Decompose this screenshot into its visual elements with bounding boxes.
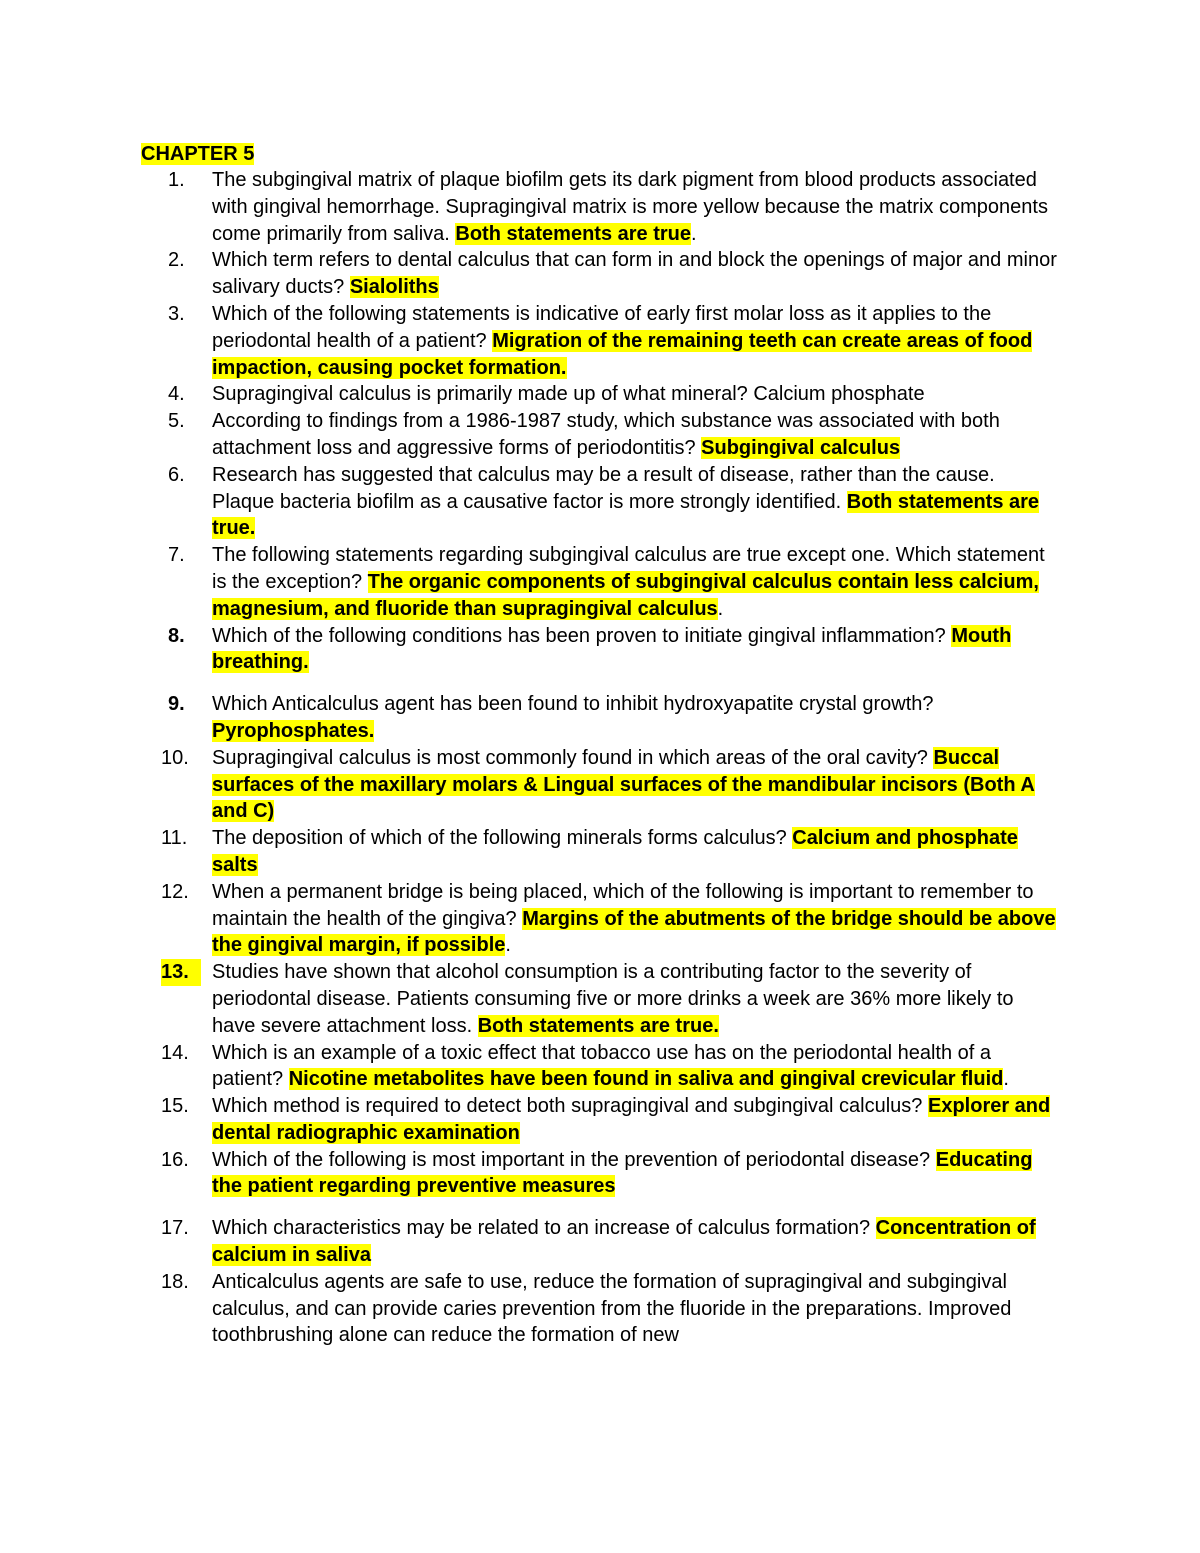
- question-number: 6.: [168, 463, 185, 486]
- question-item: [0, 301, 1062, 381]
- question-number: 9.: [168, 693, 185, 716]
- answer-highlight: Migration of the remaining teeth can create areas of food impaction, causing pocket formation.: [212, 329, 1033, 379]
- question-text: Supragingival calculus is primarily made up of what mineral? Calcium phosphate: [212, 383, 925, 406]
- question-text: The deposition of which of the following minerals forms calculus?: [212, 827, 793, 850]
- answer-highlight: Concentration of calcium in saliva: [212, 1217, 1036, 1267]
- question-item: [0, 542, 1062, 622]
- question-text: Supragingival calculus is most commonly found in which areas of the oral cavity?: [212, 746, 934, 769]
- question-text: The subgingival matrix of plaque biofilm gets its dark pigment from blood products associated with gingival hemorrhage. Supragingival matrix is more yellow because the matrix components come primarily from saliva.: [212, 169, 1048, 245]
- question-number: 10.: [161, 746, 189, 769]
- question-number: 8.: [168, 624, 185, 647]
- question-number: 16.: [161, 1148, 189, 1171]
- question-item: [0, 1215, 1062, 1269]
- question-text: Which characteristics may be related to an increase of calculus formation?: [212, 1217, 876, 1240]
- question-number: 18.: [161, 1270, 189, 1293]
- answer-suffix: .: [717, 597, 724, 620]
- question-item: [0, 167, 1062, 247]
- question-item: [0, 745, 1062, 825]
- answer-highlight: Mouth breathing.: [212, 624, 1012, 674]
- question-item: [0, 1093, 1062, 1147]
- question-number: 12.: [161, 880, 189, 903]
- question-number: 3.: [168, 302, 185, 325]
- question-item: [0, 959, 1062, 1039]
- question-text: When a permanent bridge is being placed, which of the following is important to remember to maintain the health of the gingiva?: [212, 880, 1034, 930]
- answer-highlight: Buccal surfaces of the maxillary molars & Lingual surfaces of the mandibular incisors (Both A and C): [212, 746, 1035, 823]
- question-text: Which Anticalculus agent has been found to inhibit hydroxyapatite crystal growth?: [212, 693, 934, 716]
- question-item: [0, 1269, 1062, 1349]
- answer-highlight: Explorer and dental radiographic examination: [212, 1095, 1051, 1144]
- question-number: 17.: [161, 1217, 189, 1240]
- question-number: 1.: [168, 169, 185, 191]
- answer-highlight: Subgingival calculus: [701, 436, 901, 459]
- question-text: Which method is required to detect both supragingival and subgingival calculus?: [212, 1095, 928, 1118]
- answer-highlight: Calcium and phosphate salts: [212, 827, 1018, 876]
- question-number: 13.: [161, 959, 201, 986]
- question-list: [0, 167, 1200, 1349]
- question-item: [0, 825, 1062, 879]
- answer-highlight: The organic components of subgingival calculus contain less calcium, magnesium, and fluoride than supragingival calculus: [212, 570, 1039, 620]
- question-number: 15.: [161, 1095, 189, 1118]
- question-text: Which of the following conditions has been proven to initiate gingival inflammation?: [212, 624, 952, 647]
- question-item: [0, 691, 1062, 745]
- answer-highlight: Both statements are true.: [212, 490, 1040, 540]
- question-text: Which of the following statements is indicative of early first molar loss as it applies to the periodontal health of a patient?: [212, 302, 992, 352]
- answer-highlight: Pyrophosphates.: [212, 719, 375, 742]
- answer-suffix: .: [1003, 1068, 1009, 1091]
- question-item: [0, 247, 1062, 301]
- question-text: Research has suggested that calculus may be a result of disease, rather than the cause. Plaque bacteria biofilm as a causative factor is more strongly identified.: [212, 463, 995, 513]
- question-text: Which of the following is most important in the prevention of periodontal disease?: [212, 1148, 936, 1171]
- question-text: Anticalculus agents are safe to use, reduce the formation of supragingival and subgingival calculus, and can provide caries prevention from the fluoride in the preparations. Improved toothbrushing alone can reduce the formation of new: [212, 1270, 1012, 1347]
- question-item: [0, 879, 1062, 959]
- question-text: According to findings from a 1986-1987 study, which substance was associated with both attachment loss and aggressive forms of periodontitis?: [212, 410, 1000, 459]
- question-item: [0, 1040, 1062, 1094]
- question-number: 14.: [161, 1041, 189, 1064]
- question-text: Studies have shown that alcohol consumption is a contributing factor to the severity of periodontal disease. Patients consuming five or more drinks a week are 36% more likely to have severe attachment loss.: [212, 961, 1014, 1037]
- question-number: 11.: [161, 827, 188, 850]
- answer-highlight: Educating the patient regarding preventive measures: [212, 1148, 1033, 1198]
- question-number: 4.: [168, 383, 185, 406]
- answer-highlight: Sialoliths: [349, 276, 439, 299]
- answer-highlight: Nicotine metabolites have been found in saliva and gingival crevicular fluid: [288, 1068, 1004, 1091]
- question-text: The following statements regarding subgingival calculus are true except one. Which statement is the exception?: [212, 544, 1045, 593]
- answer-highlight: Both statements are true: [455, 222, 692, 245]
- question-text: Which is an example of a toxic effect that tobacco use has on the periodontal health of a patient?: [212, 1041, 992, 1091]
- question-item: [0, 462, 1062, 542]
- question-number: 2.: [168, 249, 185, 272]
- question-item: [0, 623, 1062, 677]
- question-item: [0, 408, 1062, 462]
- answer-suffix: .: [505, 934, 511, 957]
- chapter-heading: [141, 141, 254, 167]
- question-item: [0, 381, 1062, 408]
- question-number: 7.: [168, 544, 185, 567]
- chapter-heading-text: CHAPTER 5: [141, 143, 255, 165]
- answer-highlight: Margins of the abutments of the bridge should be above the gingival margin, if possible: [212, 907, 1056, 957]
- question-item: [0, 1147, 1062, 1201]
- answer-highlight: Both statements are true.: [477, 1014, 719, 1037]
- question-text: Which term refers to dental calculus that can form in and block the openings of major and minor salivary ducts?: [212, 249, 1057, 299]
- answer-suffix: .: [691, 222, 697, 245]
- question-number: 5.: [168, 410, 185, 433]
